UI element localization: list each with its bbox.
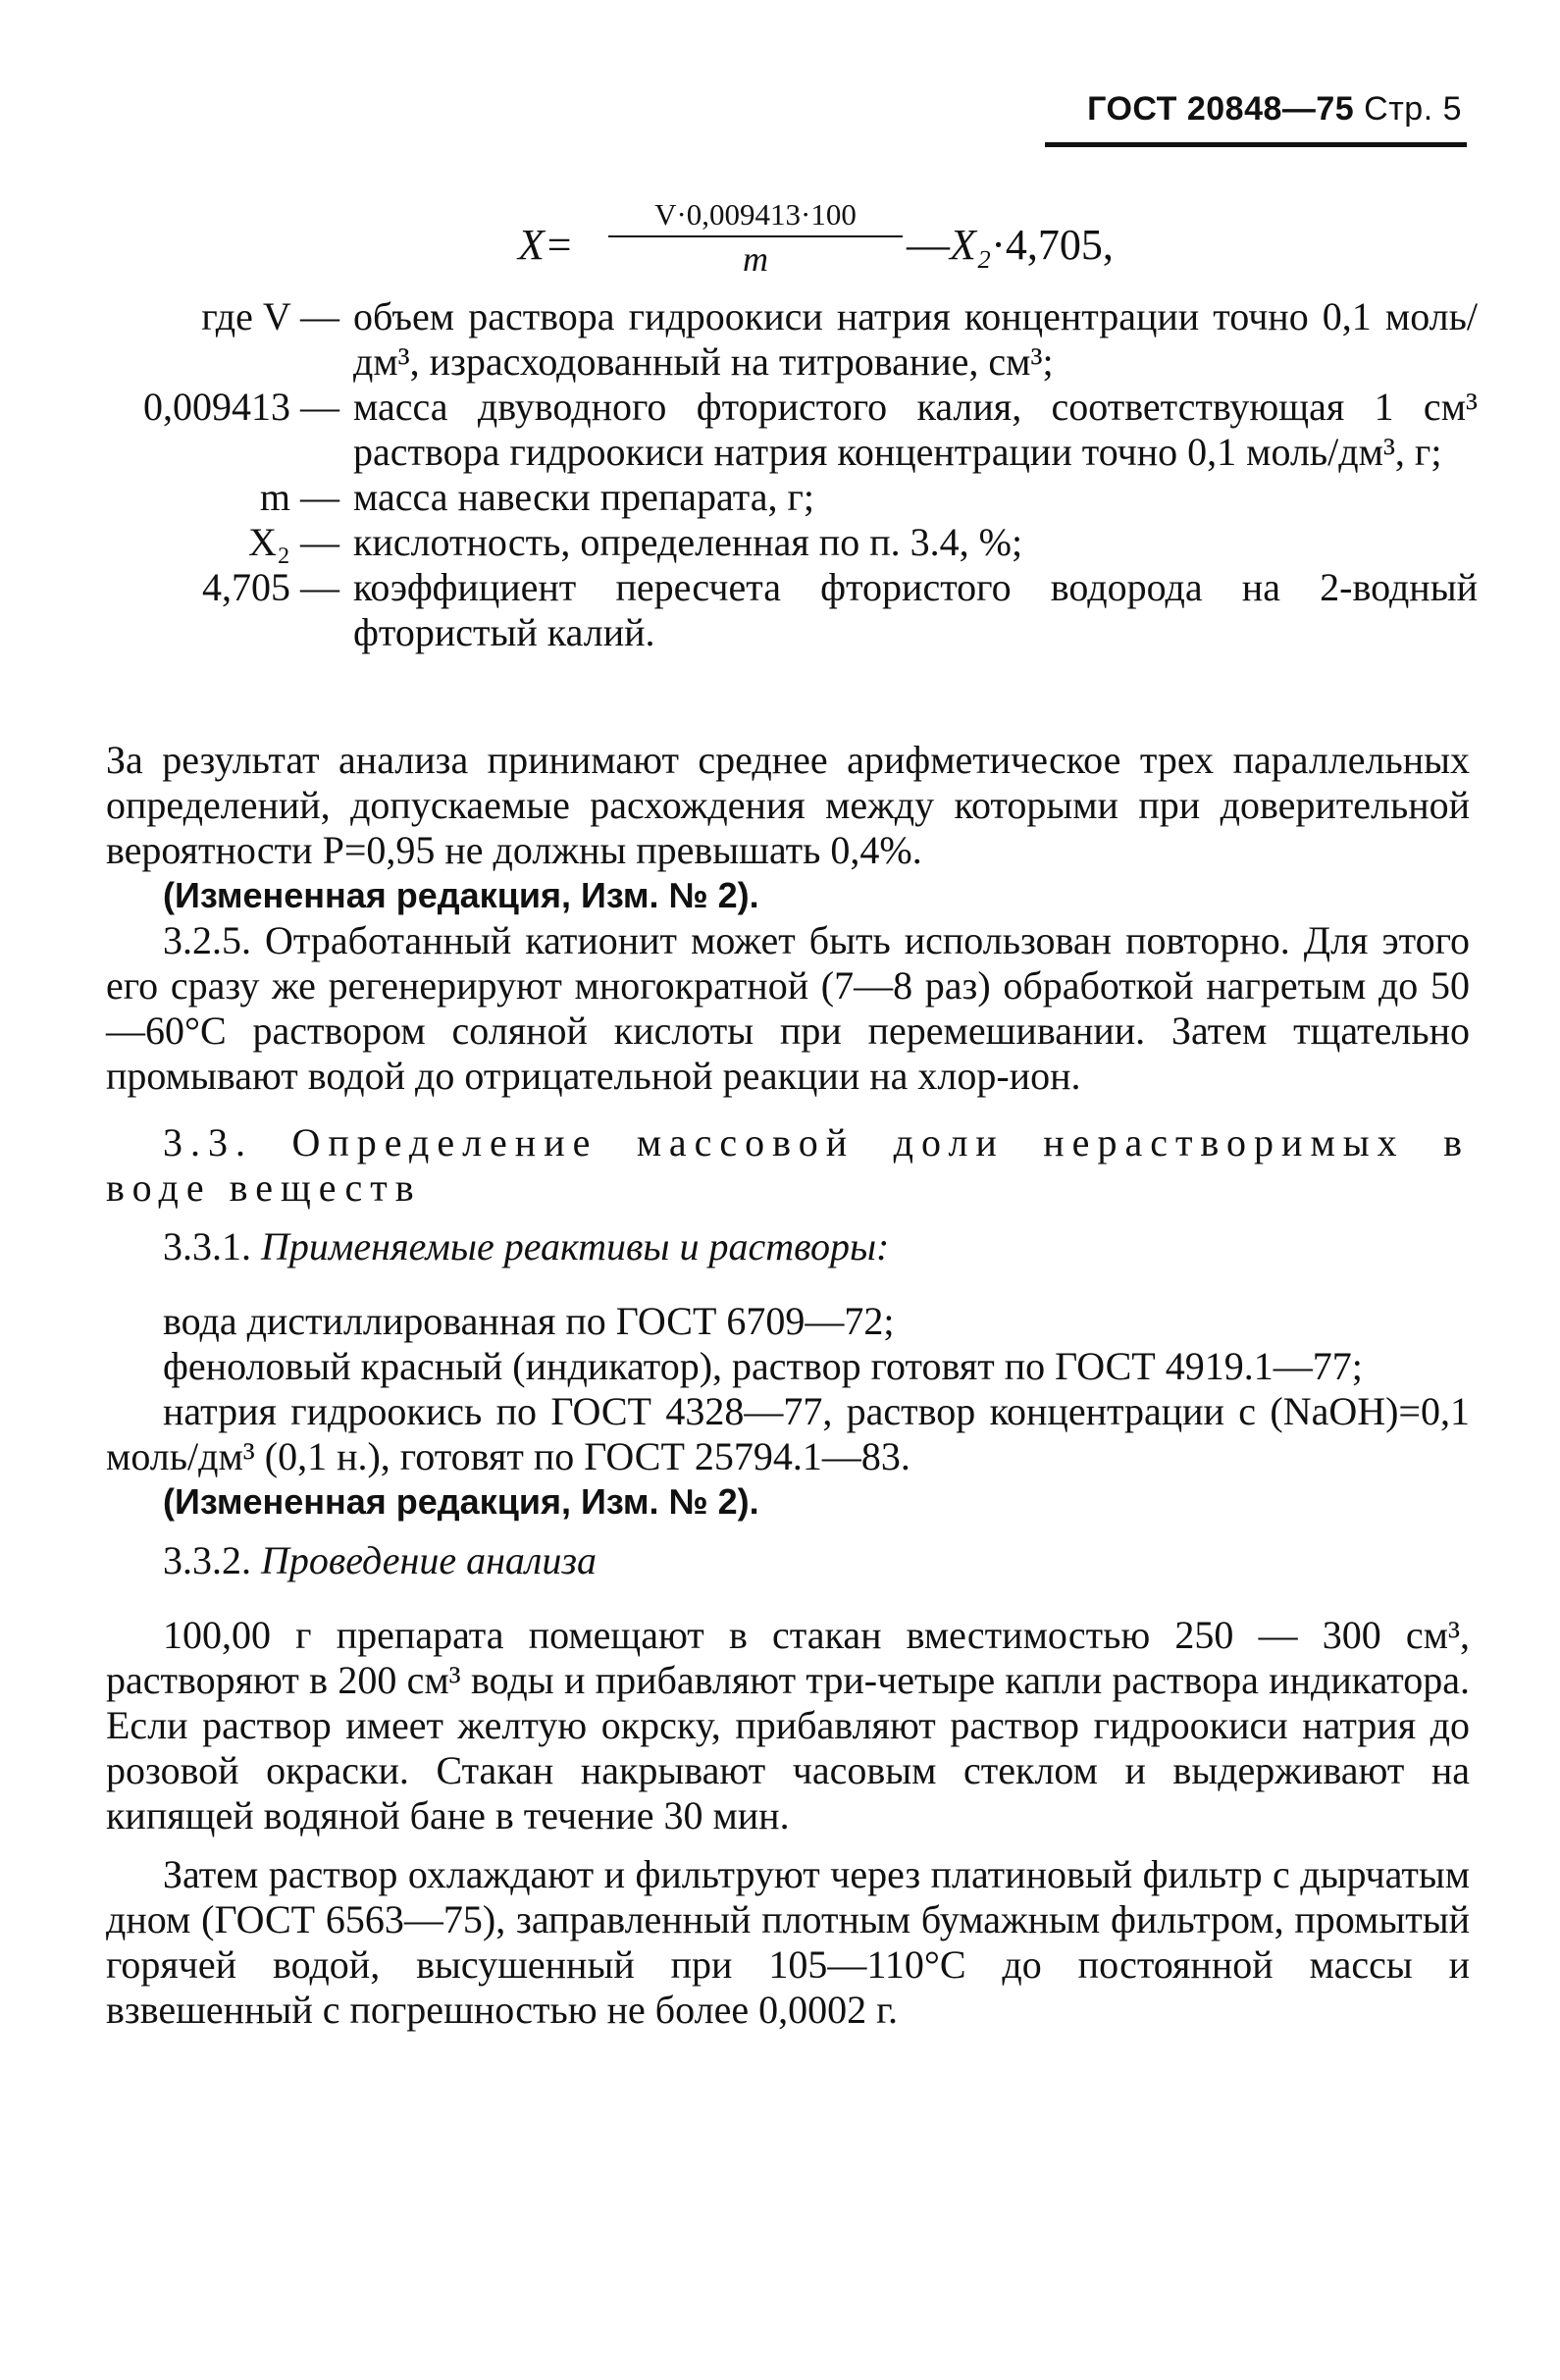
formula-rhs: —X₂·4,705, [907, 221, 1114, 269]
definition-row [84, 565, 1478, 655]
paragraph-procedure: 100,00 г препарата помещают в стакан вместимостью 250 — 300 см³, растворяют в 200 см³ воды и прибавляют три-четыре капли раствора индикатора. Если раствор имеет желтую окрску, прибавляют раствор гидроокиси натрия до розовой окраски. Стакан накрывают часовым стеклом и выдерживают на кипящей водяной бане в течение 30 мин. [106, 1613, 1470, 1837]
paragraph-result: За результат анализа принимают среднее арифметическое трех параллельных определений, допускаемые расхождения между которыми при доверительной вероятности P=0,95 не должны превышать 0,4%. [106, 738, 1470, 872]
subsection-number: 3.3.1. [163, 1224, 251, 1268]
formula-rhs-tail: ·4,705, [991, 221, 1114, 269]
definition-symbol: X₂ — [248, 520, 339, 564]
definition-text: коэффициент пересчета фтористого водорода на 2-водный фтористый калий. [353, 565, 1478, 654]
formula-lhs: X= [518, 221, 574, 269]
formula-rhs-variable: X₂ [950, 221, 992, 269]
fraction-bar [608, 235, 903, 237]
formula-numerator: V·0,009413·100 [654, 197, 857, 232]
definition-row [84, 520, 1478, 565]
subsection-title: Применяемые реактивы и растворы: [261, 1224, 890, 1268]
definition-text: объем раствора гидроокиси натрия концентрации точно 0,1 моль/дм³, израсходованный на титрование, см³; [353, 294, 1478, 384]
definition-symbol: где V — [201, 294, 339, 338]
definition-text: масса навески препарата, г; [353, 475, 814, 519]
subsection-heading-3-3-2 [106, 1538, 1470, 1583]
edit-note: (Измененная редакция, Изм. № 2). [163, 875, 759, 915]
subsection-title: Проведение анализа [261, 1538, 597, 1582]
header-rule [1045, 142, 1467, 147]
page-header [1087, 90, 1462, 129]
formula-fraction [608, 196, 903, 279]
definition-row [84, 294, 1478, 385]
definition-text: масса двуводного фтористого калия, соответствующая 1 см³ раствора гидроокиси натрия концентрации точно 0,1 моль/дм³, г; [353, 385, 1478, 474]
paragraph-filtering: Затем раствор охлаждают и фильтруют через платиновый фильтр с дырчатым дном (ГОСТ 6563—75), заправленный плотным бумажным фильтром, промытый горячей водой, высушенный при 105—110°С до постоянной массы и взвешенный с погрешностью не более 0,0002 г. [106, 1852, 1470, 2032]
definition-symbol: 0,009413 — [143, 385, 339, 429]
symbol-definitions [84, 294, 1478, 655]
definition-row [84, 475, 1478, 520]
subsection-number: 3.3.2. [163, 1538, 251, 1582]
edit-note: (Измененная редакция, Изм. № 2). [163, 1481, 759, 1522]
page-number: Стр. 5 [1364, 90, 1462, 128]
formula-denominator: m [743, 239, 768, 279]
subsection-heading-3-3-1 [106, 1224, 1470, 1269]
paragraph-3-2-5: 3.2.5. Отработанный катионит может быть использован повторно. Для этого его сразу же регенерируют многократной (7—8 раз) обработкой нагретым до 50—60°С раствором соляной кислоты при перемешивании. Затем тщательно промывают водой до отрицательной реакции на хлор-ион. [106, 918, 1470, 1098]
reagent-item: вода дистиллированная по ГОСТ 6709—72; [163, 1299, 895, 1343]
standard-number: ГОСТ 20848—75 [1087, 90, 1355, 128]
definition-text: кислотность, определенная по п. 3.4, %; [353, 520, 1023, 564]
definition-row [84, 385, 1478, 475]
definition-symbol: 4,705 — [202, 565, 339, 609]
reagent-item: натрия гидроокись по ГОСТ 4328—77, раствор концентрации c (NaOH)=0,1 моль/дм³ (0,1 н.), готовят по ГОСТ 25794.1—83. [106, 1389, 1470, 1478]
document-body [106, 738, 1470, 2033]
reagent-item: феноловый красный (индикатор), раствор готовят по ГОСТ 4919.1—77; [163, 1344, 1363, 1388]
section-heading-3-3: 3.3. Определение массовой доли нерастворимых в воде веществ [106, 1120, 1470, 1210]
definition-symbol: m — [259, 475, 339, 519]
